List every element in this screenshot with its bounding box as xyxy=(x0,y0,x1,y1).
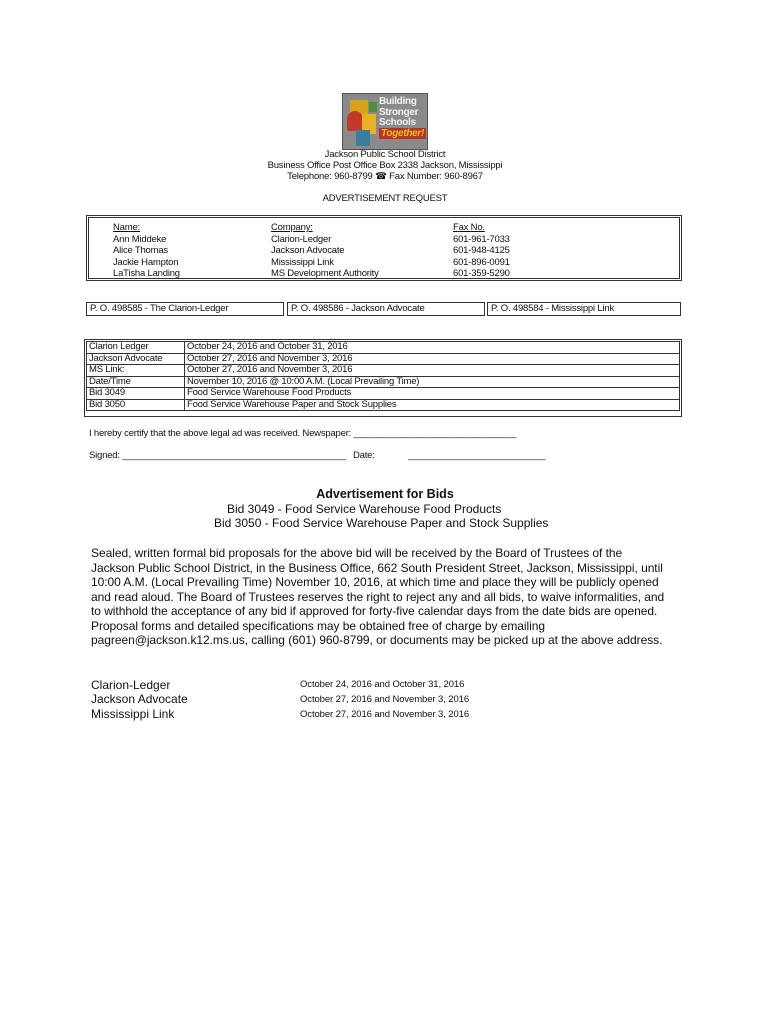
ad-body-line: to withhold the acceptance of any bid if approved for forty-five calendar days from the date bids are opened. xyxy=(91,604,658,618)
schedule-label: Bid 3049 xyxy=(87,388,185,400)
district-logo xyxy=(342,93,428,150)
contact-company: MS Development Authority xyxy=(271,268,379,279)
po-mississippi-link: P. O. 498584 - Mississippi Link xyxy=(487,302,681,316)
ad-body-line: Jackson Public School District, in the Business Office, 662 South President Street, Jackson, Mississippi, until xyxy=(91,560,663,575)
header-district: Jackson Public School District xyxy=(324,149,446,160)
ad-body-line: pagreen@jackson.k12.ms.us, calling (601) 960-8799, or documents may be picked up at the above address. xyxy=(91,633,663,647)
po-clarion-ledger: P. O. 498585 - The Clarion-Ledger xyxy=(86,302,284,316)
date-line: ___________________________ xyxy=(408,450,546,461)
ad-body-line: and read aloud. The Board of Trustees reserves the right to reject any and all bids, to waive informalities, and xyxy=(91,589,665,604)
ad-subtitle-3049: Bid 3049 - Food Service Warehouse Food Products xyxy=(227,502,502,516)
contacts-fax-column xyxy=(453,222,510,280)
logo-line-1: Building xyxy=(379,96,417,107)
contact-name: LaTisha Landing xyxy=(113,268,180,279)
publication-dates: October 24, 2016 and October 31, 2016 xyxy=(300,679,465,690)
contact-company: Jackson Advocate xyxy=(271,245,345,256)
ad-body-line: 10:00 A.M. (Local Prevailing Time) November 10, 2016, at which time and place they will be publicly opened xyxy=(91,575,659,589)
logo-line-3: Schools xyxy=(379,117,416,128)
schedule-value: October 24, 2016 and October 31, 2016 xyxy=(185,342,680,354)
logo-line-4: Together! xyxy=(381,127,425,139)
ad-body-line: Proposal forms and detailed specifications may be obtained free of charge by emailing xyxy=(91,618,546,633)
contact-name: Ann Middeke xyxy=(113,233,167,245)
contact-fax: 601-961-7033 xyxy=(453,233,510,245)
header-phone: Telephone: 960-8799 ☎ Fax Number: 960-8967 xyxy=(287,171,483,182)
contact-company: Clarion-Ledger xyxy=(271,233,332,245)
schedule-value: Food Service Warehouse Food Products xyxy=(185,388,680,400)
contact-name: Jackie Hampton xyxy=(113,256,179,268)
ad-body-line: Sealed, written formal bid proposals for the above bid will be received by the Board of Trustees of the xyxy=(91,546,623,560)
schedule-label: Bid 3050 xyxy=(87,399,185,411)
schedule-label: Date/Time xyxy=(87,376,185,388)
date-label: Date: xyxy=(353,450,375,461)
contact-fax: 601-948-4125 xyxy=(453,245,510,256)
publication-paper: Jackson Advocate xyxy=(91,692,188,706)
fax-header: Fax No. xyxy=(453,222,485,233)
request-title: ADVERTISEMENT REQUEST xyxy=(322,193,448,204)
certify-text: I hereby certify that the above legal ad was received. Newspaper: ________________________________ xyxy=(89,428,517,439)
signed-line: Signed: ____________________________________________ xyxy=(89,450,346,461)
schedule-value: October 27, 2016 and November 3, 2016 xyxy=(185,365,680,377)
contact-fax: 601-359-5290 xyxy=(453,268,510,279)
logo-line-2: Stronger xyxy=(379,106,419,118)
publication-paper: Mississippi Link xyxy=(91,707,175,721)
schedule-value: October 27, 2016 and November 3, 2016 xyxy=(185,353,680,365)
ad-subtitle-3050: Bid 3050 - Food Service Warehouse Paper and Stock Supplies xyxy=(214,516,549,530)
contact-company: Mississippi Link xyxy=(271,256,334,268)
schedule-value: Food Service Warehouse Paper and Stock Supplies xyxy=(185,399,680,411)
schedule-label: Clarion Ledger xyxy=(87,342,185,354)
contact-fax: 601-896-0091 xyxy=(453,256,510,268)
contact-name: Alice Thomas xyxy=(113,245,168,256)
ad-title: Advertisement for Bids xyxy=(316,487,454,501)
schedule-label: MS Link: xyxy=(87,365,185,377)
company-header: Company: xyxy=(271,222,313,233)
publication-paper: Clarion-Ledger xyxy=(91,678,171,692)
schedule-label: Jackson Advocate xyxy=(87,353,185,365)
name-header: Name: xyxy=(113,222,140,233)
contacts-name-column xyxy=(113,222,180,280)
contacts-company-column xyxy=(271,222,379,280)
header-address: Business Office Post Office Box 2338 Jackson, Mississippi xyxy=(267,160,503,171)
ad-body xyxy=(91,546,691,648)
schedule-outer-border xyxy=(84,339,682,417)
po-jackson-advocate: P. O. 498586 - Jackson Advocate xyxy=(287,302,485,316)
publication-dates: October 27, 2016 and November 3, 2016 xyxy=(300,709,469,720)
publication-dates: October 27, 2016 and November 3, 2016 xyxy=(300,694,469,705)
schedule-value: November 10, 2016 @ 10:00 A.M. (Local Prevailing Time) xyxy=(185,376,680,388)
